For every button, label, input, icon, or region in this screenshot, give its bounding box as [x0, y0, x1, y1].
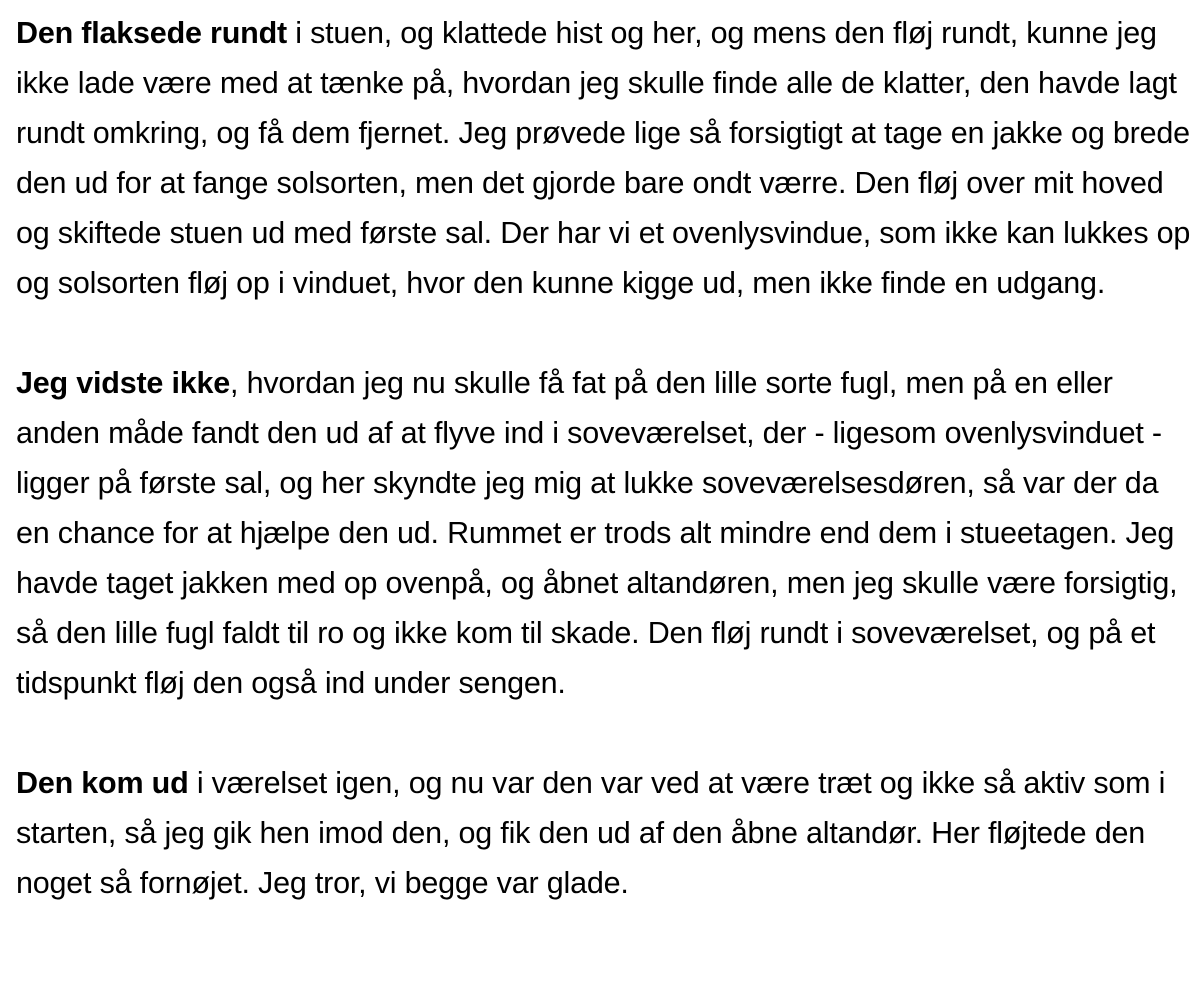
paragraph-lead: Den flaksede rundt [16, 16, 287, 50]
paragraph-2 [16, 358, 1196, 708]
paragraph-text: , hvordan jeg nu skulle få fat på den lille sorte fugl, men på en eller anden måde fandt den ud af at flyve ind i soveværelset, der - ligesom ovenlysvinduet - ligger på første sal, og her skyndte jeg mig at lukke soveværelsesdøren, så var der da en chance for at hjælpe den ud. Rummet er trods alt mindre end dem i stueetagen. Jeg havde taget jakken med op ovenpå, og åbnet altandøren, men jeg skulle være forsigtig, så den lille fugl faldt til ro og ikke kom til skade. Den fløj rundt i soveværelset, og på et tidspunkt fløj den også ind under sengen. [16, 366, 1178, 700]
paragraph-1 [16, 8, 1196, 308]
paragraph-3 [16, 758, 1196, 908]
paragraph-text: i værelset igen, og nu var den var ved at være træt og ikke så aktiv som i starten, så jeg gik hen imod den, og fik den ud af den åbne altandør. Her fløjtede den noget så fornøjet. Jeg tror, vi begge var glade. [16, 766, 1166, 900]
paragraph-lead: Jeg vidste ikke [16, 366, 231, 400]
paragraph-text: i stuen, og klattede hist og her, og mens den fløj rundt, kunne jeg ikke lade være med at tænke på, hvordan jeg skulle finde alle de klatter, den havde lagt rundt omkring, og få dem fjernet. Jeg prøvede lige så forsigtigt at tage en jakke og brede den ud for at fange solsorten, men det gjorde bare ondt værre. Den fløj over mit hoved og skiftede stuen ud med første sal. Der har vi et ovenlysvindue, som ikke kan lukkes op og solsorten fløj op i vinduet, hvor den kunne kigge ud, men ikke finde en udgang. [16, 16, 1191, 300]
paragraph-lead: Den kom ud [16, 766, 189, 800]
